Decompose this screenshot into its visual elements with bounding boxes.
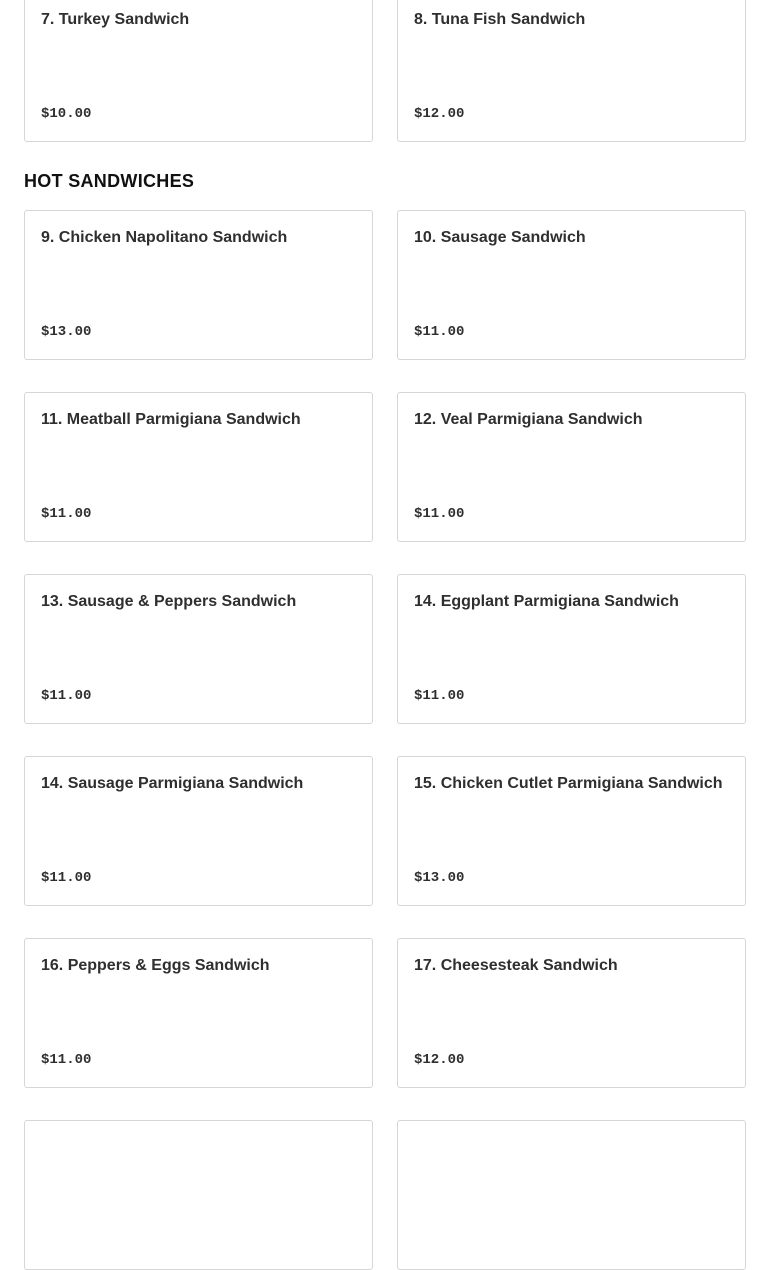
menu-item-card[interactable] [24, 392, 373, 542]
item-price: $11.00 [414, 688, 465, 704]
menu-row [24, 0, 746, 142]
item-price: $11.00 [41, 1052, 92, 1068]
menu-row [24, 574, 746, 724]
menu-item-card[interactable] [24, 210, 373, 360]
menu-item-card[interactable] [397, 938, 746, 1088]
menu-item-card[interactable] [397, 1120, 746, 1270]
item-name: 12. Veal Parmigiana Sandwich [414, 411, 643, 428]
menu-item-card[interactable] [397, 756, 746, 906]
item-price: $10.00 [41, 106, 92, 122]
item-price: $12.00 [414, 106, 465, 122]
item-name: 15. Chicken Cutlet Parmigiana Sandwich [414, 775, 723, 792]
menu-item-card[interactable] [397, 210, 746, 360]
menu-item-card[interactable] [397, 392, 746, 542]
menu-item-card[interactable] [24, 0, 373, 142]
menu-row [24, 1120, 746, 1270]
item-price: $11.00 [41, 688, 92, 704]
menu-row [24, 756, 746, 906]
item-name: 14. Sausage Parmigiana Sandwich [41, 775, 304, 792]
section-heading: HOT SANDWICHES [24, 171, 195, 191]
menu-item-card[interactable] [24, 938, 373, 1088]
item-name: 11. Meatball Parmigiana Sandwich [41, 411, 301, 428]
menu-row [24, 938, 746, 1088]
item-price: $11.00 [414, 324, 465, 340]
item-name: 9. Chicken Napolitano Sandwich [41, 229, 288, 246]
item-name: 8. Tuna Fish Sandwich [414, 11, 586, 28]
item-name: 7. Turkey Sandwich [41, 11, 190, 28]
item-price: $11.00 [414, 506, 465, 522]
item-price: $12.00 [414, 1052, 465, 1068]
menu-item-card[interactable] [24, 574, 373, 724]
item-name: 10. Sausage Sandwich [414, 229, 586, 246]
menu-item-card[interactable] [24, 756, 373, 906]
menu-row [24, 392, 746, 542]
item-price: $13.00 [41, 324, 92, 340]
item-name: 13. Sausage & Peppers Sandwich [41, 593, 297, 610]
item-name: 16. Peppers & Eggs Sandwich [41, 957, 270, 974]
menu-item-card[interactable] [397, 0, 746, 142]
item-name: 14. Eggplant Parmigiana Sandwich [414, 593, 679, 610]
item-price: $11.00 [41, 870, 92, 886]
menu-item-card[interactable] [397, 574, 746, 724]
item-name: 17. Cheesesteak Sandwich [414, 957, 618, 974]
menu-page [24, 0, 746, 1270]
item-price: $11.00 [41, 506, 92, 522]
menu-row [24, 210, 746, 360]
menu-item-card[interactable] [24, 1120, 373, 1270]
item-price: $13.00 [414, 870, 465, 886]
